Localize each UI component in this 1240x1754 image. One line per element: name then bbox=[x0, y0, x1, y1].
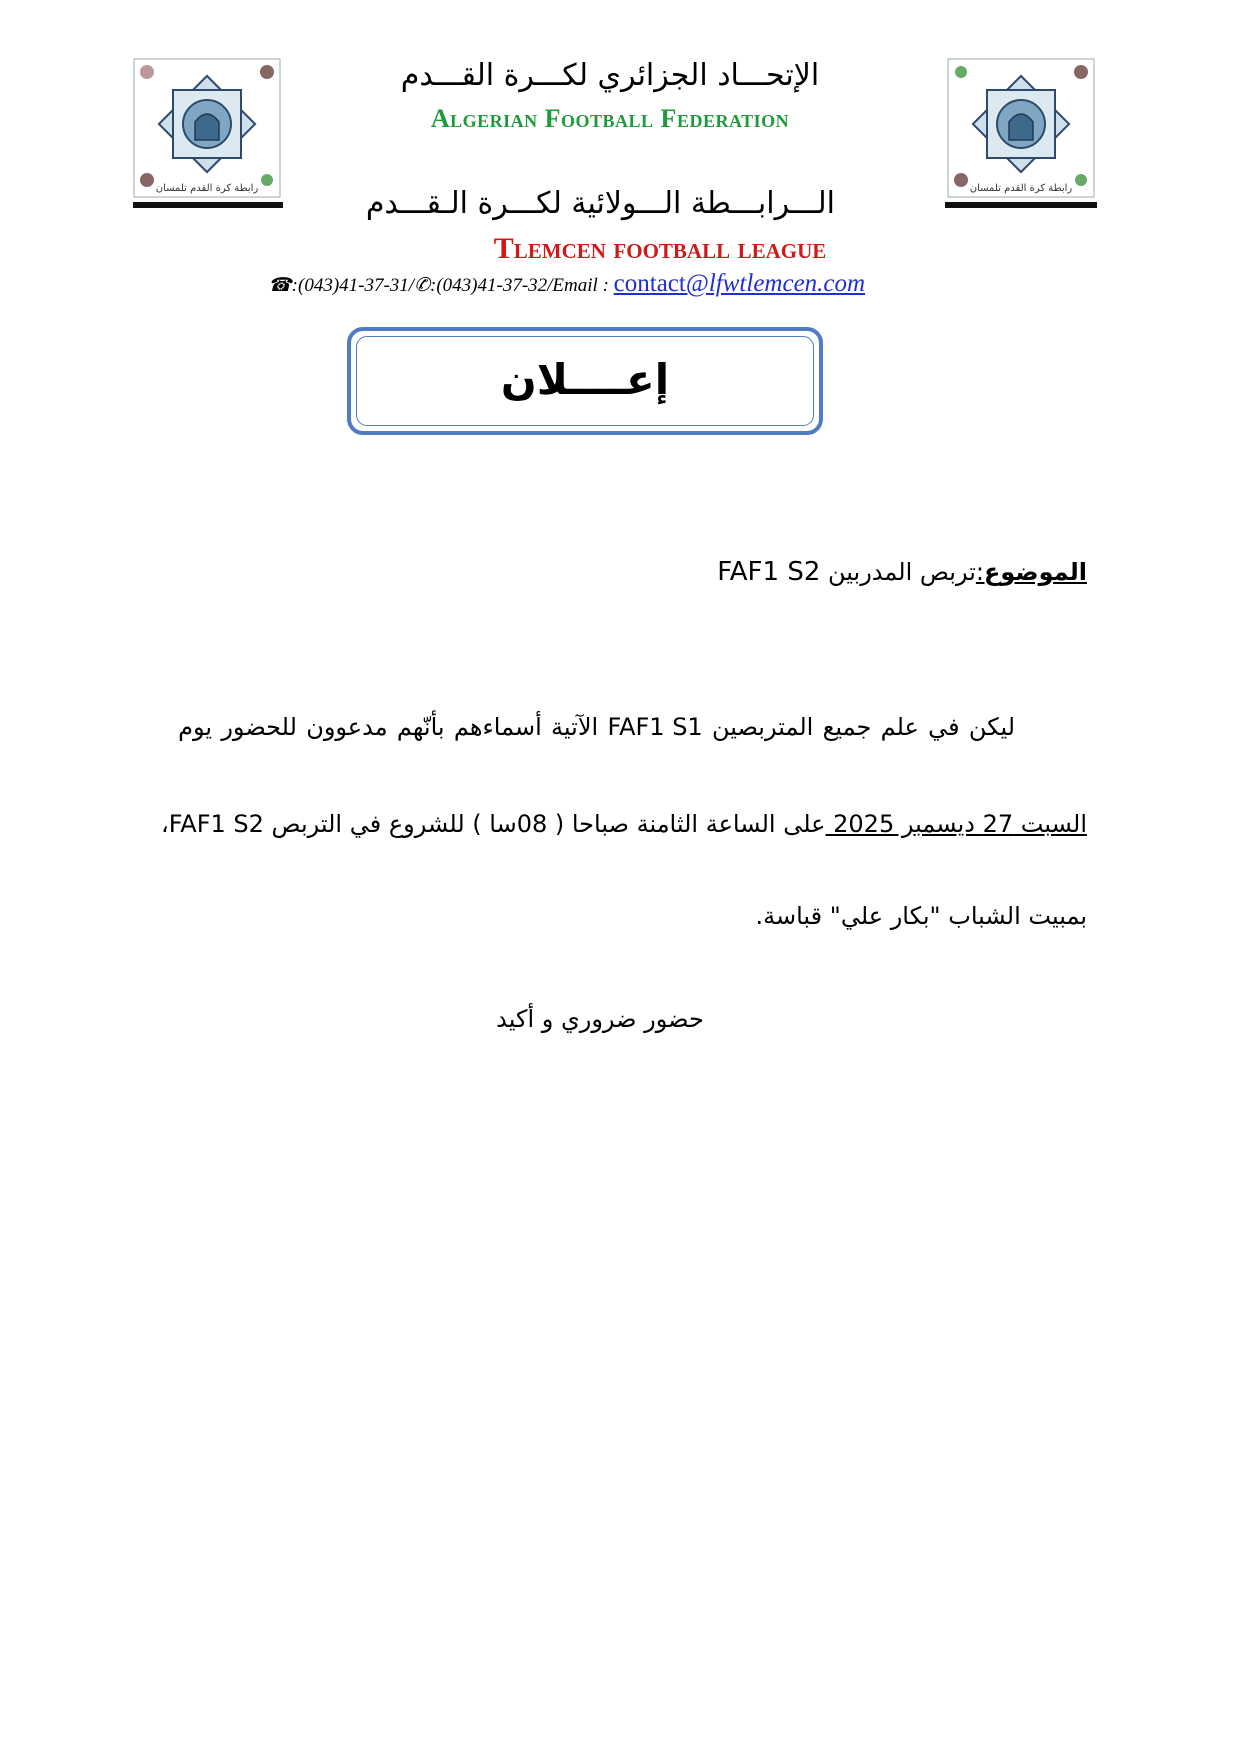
subject-colon: : bbox=[975, 558, 984, 586]
body-line-1 bbox=[178, 713, 1015, 741]
session-time-text: على الساعة الثامنة صباحا ( 08سا ) للشروع في التربص bbox=[263, 810, 826, 838]
body-line-3: بمبيت الشباب "بكار علي" قباسة. bbox=[755, 902, 1087, 930]
body-line-1-word: المتربصين bbox=[711, 713, 814, 741]
federation-name-arabic: الإتحـــاد الجزائري لكـــرة القـــدم bbox=[400, 58, 820, 93]
logo-underline-left bbox=[133, 202, 283, 208]
league-logo-left bbox=[133, 58, 281, 198]
federation-name-english: Algerian Football Federation bbox=[430, 104, 790, 133]
svg-text:رابطة كرة القدم تلمسان: رابطة كرة القدم تلمسان bbox=[969, 183, 1073, 194]
body-line-1-word: مدعوون bbox=[306, 713, 388, 741]
body-line-1-word: الآتية bbox=[551, 713, 599, 741]
logo-underline-right bbox=[945, 202, 1097, 208]
notice-title-box bbox=[347, 327, 823, 435]
fax-number: :(043)41-37-32/Email : bbox=[430, 275, 614, 296]
body-line-1-word: FAF1 S1 bbox=[607, 713, 703, 741]
body-line-1-word: علم bbox=[880, 713, 919, 741]
body-line-2 bbox=[161, 810, 1087, 838]
body-line-1-word: أسماءهم bbox=[453, 713, 542, 741]
notice-title: إعــــلان bbox=[500, 355, 670, 404]
league-name-english: Tlemcen football league bbox=[493, 232, 827, 265]
svg-text:رابطة كرة القدم تلمسان: رابطة كرة القدم تلمسان bbox=[155, 183, 259, 194]
subject-label: الموضوع bbox=[983, 558, 1087, 586]
body-line-1-word: ليكن bbox=[968, 713, 1015, 741]
subject-line bbox=[717, 557, 1087, 587]
body-line-1-word: يوم bbox=[178, 713, 213, 741]
body-line-1-word: للحضور bbox=[221, 713, 297, 741]
fax-icon: ✆ bbox=[414, 275, 431, 296]
league-emblem-icon bbox=[133, 58, 281, 198]
body-line-1-word: بأنّهم bbox=[396, 713, 445, 741]
subject-code: FAF1 S2 bbox=[717, 557, 821, 587]
league-emblem-icon bbox=[947, 58, 1095, 198]
league-name-arabic: الـــرابـــطة الـــولائية لكـــرة الـقـــدم bbox=[365, 186, 835, 221]
line-2-end: ، bbox=[160, 810, 169, 838]
body-line-1-word: جميع bbox=[822, 713, 872, 741]
body-line-4: حضور ضروري و أكيد bbox=[496, 1005, 704, 1033]
email-link[interactable]: contact@lfwtlemcen.com bbox=[613, 270, 866, 297]
session-date: السبت 27 ديسمبر 2025 bbox=[825, 810, 1087, 838]
subject-text: تربص المدربين bbox=[828, 558, 976, 586]
body-line-1-word: في bbox=[928, 713, 960, 741]
session-code: FAF1 S2 bbox=[168, 810, 264, 838]
phone-number: :(043)41-37-31/ bbox=[291, 275, 415, 296]
league-logo-right bbox=[947, 58, 1095, 198]
contact-line bbox=[268, 270, 865, 298]
phone-icon: ☎ bbox=[268, 275, 292, 296]
